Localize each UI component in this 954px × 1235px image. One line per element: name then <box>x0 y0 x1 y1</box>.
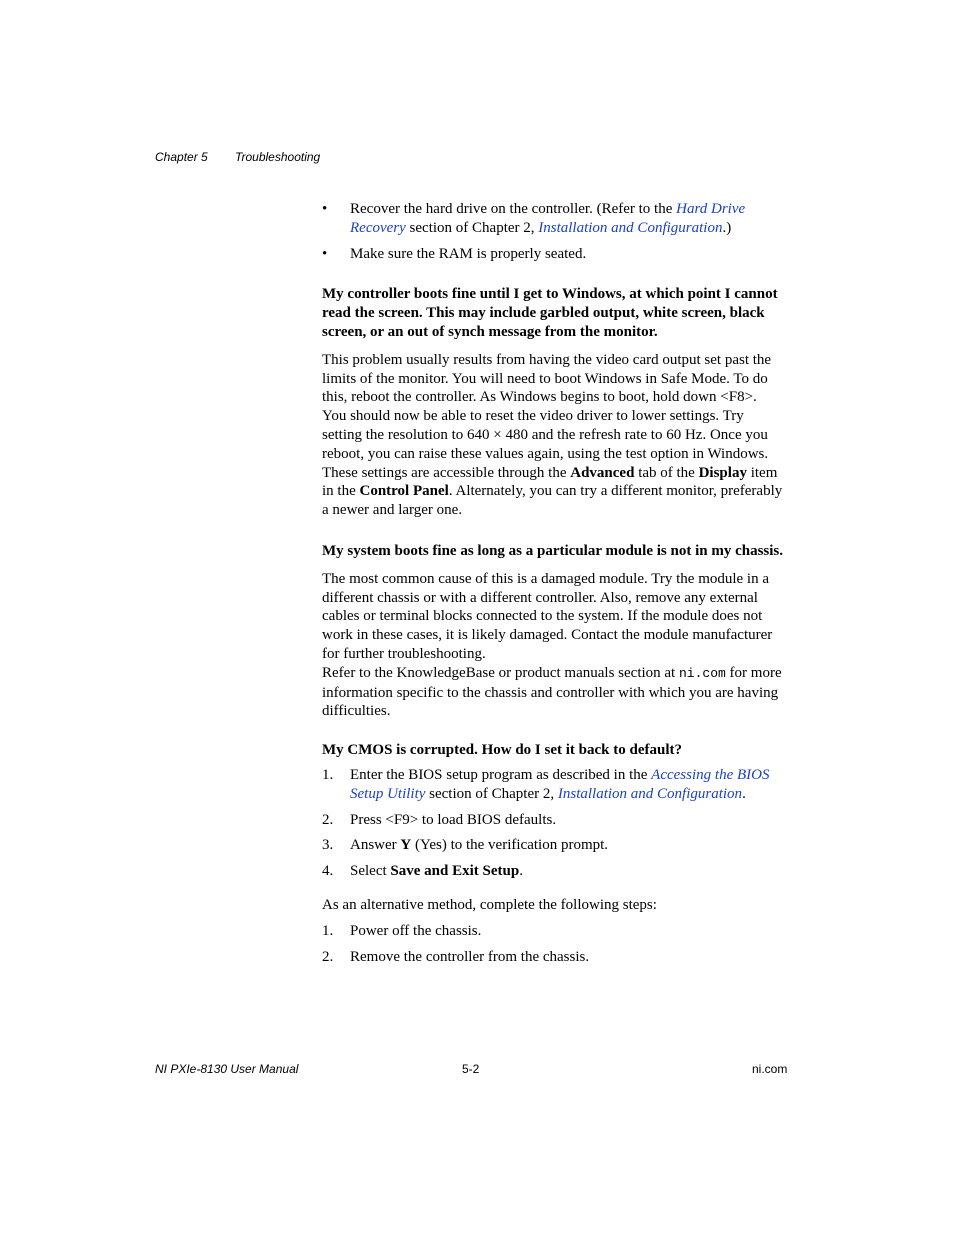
alt-step-item <box>322 922 784 941</box>
step-number: 3. <box>322 837 334 854</box>
step-item: 3. Answer Y (Yes) to the verification prompt. <box>322 837 609 854</box>
footer-manual-title: NI PXIe-8130 User Manual <box>155 1062 299 1076</box>
header-section: Troubleshooting <box>235 150 321 164</box>
link-installation-configuration[interactable]: Installation and Configuration <box>557 785 743 802</box>
question-heading-cmos: My CMOS is corrupted. How do I set it back to default? <box>322 742 682 759</box>
step-number: 2. <box>322 948 334 965</box>
code-ni-com: ni.com <box>678 665 726 681</box>
step-number: 2. <box>322 811 334 828</box>
bold-control-panel: Control Panel <box>359 483 449 500</box>
bullet-item <box>322 200 784 238</box>
alt-method-intro: As an alternative method, complete the following steps: <box>322 896 657 913</box>
step-item: 1. Enter the BIOS setup program as described in the Accessing the BIOS Setup Utility section of Chapter 2, Installation and Configuration. <box>322 766 770 802</box>
step-text: Press <F9> to load BIOS defaults. <box>350 811 557 828</box>
step-number: 1. <box>322 922 334 939</box>
answer-paragraph-windows: This problem usually results from having the video card output set past the limits of the monitor. You will need to boot Windows in Safe Mode. To do this, reboot the controller. As Windows begins to boot, hold down <F8>. You should now be able to reset the video driver to lower settings. Try setting the resolution to 640 × 480 and the refresh rate to 60 Hz. Once you reboot, you can raise these values again, using the test option in Windows. These settings are accessible through the Advanced tab of the Display item in the Control Panel. Alternately, you can try a different monitor, preferably a newer and larger one. <box>322 351 783 519</box>
header-chapter: Chapter 5 <box>155 150 208 164</box>
step-number: 4. <box>322 863 334 880</box>
bold-advanced: Advanced <box>570 464 635 481</box>
link-accessing-bios-setup[interactable]: Accessing the BIOS Setup Utility <box>350 766 770 802</box>
question-heading-windows: My controller boots fine until I get to Windows, at which point I cannot read the screen. This may include garbled output, white screen, black screen, or an out of synch message from the monitor. <box>322 286 778 340</box>
bold-display: Display <box>698 464 747 481</box>
bullet-text: section of Chapter 2, <box>405 219 539 236</box>
footer-website: ni.com <box>752 1062 788 1076</box>
alt-step-item <box>322 948 784 967</box>
answer-paragraph-knowledgebase: Refer to the KnowledgeBase or product manuals section at ni.com for more information specific to the chassis and controller with which you are having difficulties. <box>322 664 782 720</box>
step-item <box>322 811 784 830</box>
step-text: Power off the chassis. <box>350 922 482 939</box>
link-hard-drive-recovery[interactable]: Hard Drive Recovery <box>350 201 746 236</box>
answer-paragraph-module: The most common cause of this is a damaged module. Try the module in a different chassis or with a different controller. Also, remove any external cables or terminal blocks connected to the system. If the module does not work in these cases, it is likely damaged. Contact the module manufacturer for further troubleshooting. <box>322 570 773 662</box>
bullet-mark: • <box>322 245 328 262</box>
bullet-mark: • <box>322 201 328 217</box>
link-installation-configuration[interactable]: Installation and Configuration <box>538 219 723 236</box>
step-text: Remove the controller from the chassis. <box>350 948 590 965</box>
bullet-text: Make sure the RAM is properly seated. <box>350 245 587 262</box>
bullet-text: Recover the hard drive on the controller. (Refer to the <box>350 201 677 217</box>
page-body <box>322 200 784 973</box>
footer-page-number: 5-2 <box>462 1062 480 1076</box>
bold-y: Y <box>400 837 412 854</box>
step-item: 4. Select Save and Exit Setup. <box>322 863 523 880</box>
question-heading-module: My system boots fine as long as a particular module is not in my chassis. <box>322 542 784 559</box>
bold-save-exit: Save and Exit Setup <box>390 863 520 880</box>
bullet-text: .) <box>722 219 732 236</box>
step-number: 1. <box>322 766 334 783</box>
bullet-item <box>322 245 784 264</box>
running-header <box>155 150 320 164</box>
